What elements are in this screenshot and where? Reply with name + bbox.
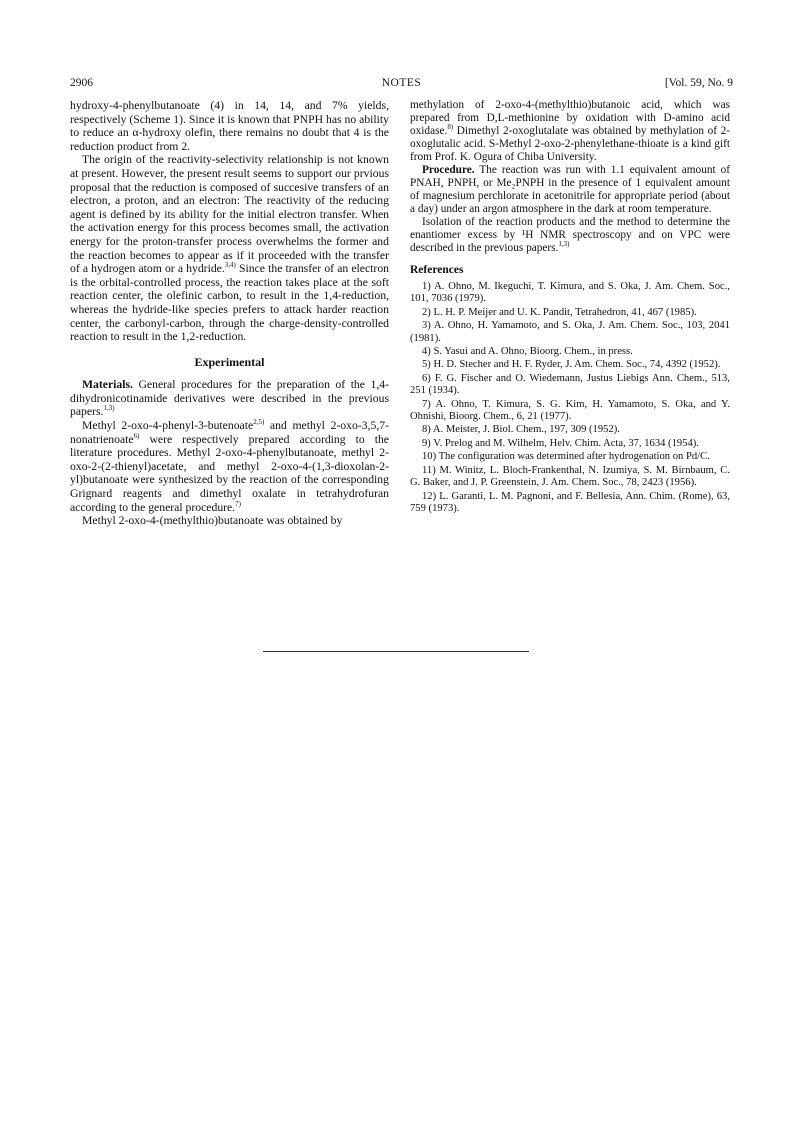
end-rule (263, 651, 529, 652)
materials-label: Materials. (82, 378, 133, 392)
citation: 1,3) (558, 240, 570, 249)
reference-item: 4) S. Yasui and A. Ohno, Bioorg. Chem., in press. (422, 346, 633, 358)
paragraph-materials (70, 378, 389, 419)
paragraph-discussion (70, 153, 389, 343)
reference-item: 7) A. Ohno, T. Kimura, S. G. Kim, H. Yamamoto, S. Oka, and Y. Ohnishi, Bioorg. Chem., 6, 21 (1977). (410, 398, 730, 423)
citation: 7) (235, 499, 242, 508)
reference-item: 12) L. Garanti, L. M. Pagnoni, and F. Bellesia, Ann. Chim. (Rome), 63, 759 (1973). (410, 490, 730, 514)
isolation-text: Isolation of the reaction products and the method to determine the enantiomer excess by ¹H NMR spectroscopy and on VPC were described in the previous papers. (410, 216, 730, 254)
section-title: NOTES (381, 77, 422, 89)
reference-item: 6) F. G. Fischer and O. Wiedemann, Justus Liebigs Ann. Chem., 513, 251 (1934). (410, 372, 730, 397)
volume-info: [Vol. 59, No. 9 (664, 77, 733, 89)
reference-list (410, 281, 730, 515)
experimental-heading: Experimental (194, 354, 265, 369)
paragraph-methylthio: Methyl 2-oxo-4-(methylthio)butanoate was obtained by (82, 514, 343, 528)
discussion-text-cont: Since the transfer of an electron is the orbital-controlled process, the reaction takes place at the soft reaction center, the olefinic carbon, to result in the 1,4-reduction, whereas the hydride-like species prefers to attack harder reaction center, the carbonyl-carbon, through the charge-density-controlled reaction to result in the 1,2-reduction. (70, 262, 390, 344)
references-heading: References (410, 264, 464, 276)
reference-item: 1) A. Ohno, M. Ikeguchi, T. Kimura, and S. Oka, J. Am. Chem. Soc., 101, 7036 (1979). (410, 281, 730, 305)
citation: 8) (447, 123, 454, 132)
materials-text: General procedures for the preparation of the 1,4-dihydronicotinamide derivatives were described in the previous papers. (70, 378, 389, 419)
reference-item: 10) The configuration was determined after hydrogenation on Pd/C. (422, 451, 710, 463)
citation: 1,3) (103, 404, 115, 413)
methylation-text-cont: Dimethyl 2-oxoglutalate was obtained by methylation of 2-oxoglutalic acid. S-Methyl 2-oxo-2-phenylethane-thioate is a kind gift from Prof. K. Ogura of Chiba University. (410, 125, 730, 163)
discussion-text: The origin of the reactivity-selectivity relationship is not known at present. However, the present result seems to support our prvious proposal that the reduction is composed of succesive transfers of an electron, a proton, and an electron: The reactivity of the reducing agent is defined by its ability for the initial electron transfer. When the activation energy for this process becomes small, the activation energy for the proton-transfer process overwhelms the former and the reaction becomes to appear as if it proceeded with the transfer of a hydrogen atom or a hydride. (70, 153, 389, 276)
right-column (410, 99, 730, 516)
left-column (70, 99, 389, 528)
synthesis-text-a: Methyl 2-oxo-4-phenyl-3-butenoate (82, 419, 254, 433)
reference-item: 8) A. Meister, J. Biol. Chem., 197, 309 (1952). (422, 424, 620, 436)
citation: 3,4) (224, 261, 236, 270)
reference-item: 9) V. Prelog and M. Wilhelm, Helv. Chim. Acta, 37, 1634 (1954). (422, 437, 699, 449)
paragraph-results: hydroxy-4-phenylbutanoate (4) in 14, 14, and 7% yields, respectively (Scheme 1). Since it is known that PNPH has no ability to reduce an α-hydroxy olefin, there remains no doubt that 4 is the reduction product from 2. (70, 99, 389, 153)
reference-item: 5) H. D. Stecher and H. F. Ryder, J. Am. Chem. Soc., 74, 4392 (1952). (422, 359, 721, 371)
synthesis-text-c: were respectively prepared according to the literature procedures. Methyl 2-oxo-4-phenylbutanoate, methyl 2-oxo-2-(2-thienyl)acetate, and methyl 2-oxo-4-(1,3-dioxolan-2-yl)butanoate were synthesized by the reaction of the corresponding Grignard reagents and dimethyl oxalate in tetrahydrofuran according to the general procedure. (70, 432, 389, 514)
reference-item: 3) A. Ohno, H. Yamamoto, and S. Oka, J. Am. Chem. Soc., 103, 2041 (1981). (410, 320, 730, 344)
citation: 6) (133, 431, 140, 440)
paragraph-isolation (410, 216, 730, 255)
procedure-text: The reaction was run with 1.1 equivalent amount of PNAH, PNPH, or Me₂PNPH in the presence of 1 equivalent amount of magnesium perchlorate in acetonitrile for appropriate period (about a day) under an argon atmosphere in the dark at room temperature. (410, 164, 730, 215)
citation: 2,5) (253, 418, 265, 427)
paragraph-procedure (410, 164, 730, 216)
paragraph-methylation (410, 99, 730, 164)
paragraph-synthesis (70, 419, 389, 514)
running-header (70, 75, 733, 91)
reference-item: 2) L. H. P. Meijer and U. K. Pandit, Tetrahedron, 41, 467 (1985). (422, 306, 697, 318)
page-number: 2906 (70, 77, 93, 89)
synthesis-text-b: and methyl 2-oxo-3,5,7-nonatrienoate (70, 419, 389, 446)
methylation-text: methylation of 2-oxo-4-(methylthio)butanoic acid, which was prepared from D,L-methionine by oxidation with D-amino acid oxidase. (410, 99, 730, 137)
reference-item: 11) M. Winitz, L. Bloch-Frankenthal, N. Izumiya, S. M. Birnbaum, C. G. Baker, and J. P. Greenstein, J. Am. Chem. Soc., 78, 2423 (1956). (410, 464, 730, 489)
procedure-label: Procedure. (422, 164, 475, 176)
